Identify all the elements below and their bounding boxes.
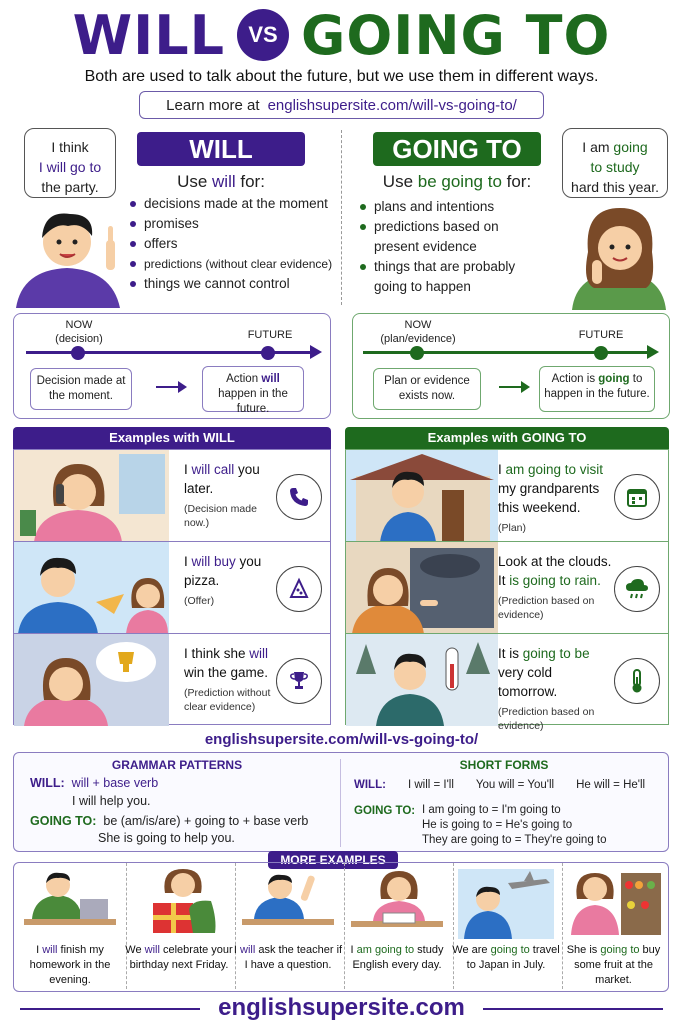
cap-keyword: will: [144, 944, 160, 956]
box-text: to happen in the future.: [544, 373, 650, 400]
example-text: [184, 460, 274, 530]
going-timeline: [352, 313, 670, 419]
cap-text: ask the teacher if I have a question.: [244, 944, 343, 971]
grammar-will: [30, 775, 158, 791]
bubble-keyword: going: [613, 139, 648, 155]
grammar-going-example: She is going to help you.: [98, 831, 235, 845]
more-example-caption: [123, 943, 235, 973]
more-examples-title: MORE EXAMPLES: [268, 851, 398, 869]
list-item: things we cannot control: [130, 274, 340, 294]
cap-keyword: going to: [600, 944, 640, 956]
cap-text: finish my homework in the evening.: [29, 944, 111, 986]
arrow-icon: [499, 386, 523, 388]
bubble-line: to study: [590, 159, 640, 175]
short-forms-going-label: [354, 803, 415, 819]
list-item: things that are probably going to happen: [360, 257, 525, 297]
cap-text: I: [36, 944, 43, 956]
girl-thinking-illustration: [566, 202, 672, 310]
ex-note: (Prediction without clear evidence): [184, 687, 271, 713]
more-example-caption: [559, 943, 668, 988]
grammar-will-example: I will help you.: [72, 794, 151, 808]
arrow-icon: [156, 386, 180, 388]
boy-raising-hand-illustration: [240, 869, 336, 939]
future-dot: [261, 346, 275, 360]
trophy-icon: [276, 658, 322, 704]
now-sub: (plan/evidence): [380, 333, 456, 345]
short-form: He is going to = He's going to: [422, 819, 573, 831]
boy-pointing-illustration: [12, 200, 132, 308]
ex-pre: I think she: [184, 646, 250, 661]
more-example-caption: [450, 943, 562, 973]
ex-highlight: will buy: [191, 554, 236, 569]
use-keyword: will: [212, 172, 236, 191]
will-examples-header: Examples with WILL: [13, 427, 331, 449]
girl-on-phone-illustration: [14, 450, 169, 541]
title-going-to: GOING TO: [301, 3, 611, 67]
short-form: I will = I'll: [407, 779, 454, 791]
more-example-item: [341, 863, 454, 989]
more-example-caption: [341, 943, 453, 973]
going-to-badge: GOING TO: [373, 132, 541, 166]
list-item: decisions made at the moment: [130, 194, 340, 214]
now-sub: (decision): [55, 333, 103, 345]
short-form: They are going to = They're going to: [422, 834, 607, 846]
ex-post: win the game.: [184, 665, 269, 680]
ex-note: (Plan): [498, 522, 527, 534]
bubble-line: I think: [51, 139, 89, 155]
grammar-box: [13, 752, 669, 852]
calendar-icon: [614, 474, 660, 520]
short-forms-will: [354, 777, 645, 793]
use-text: Use: [177, 172, 213, 191]
short-form: You will = You'll: [475, 779, 555, 791]
cap-text: I: [233, 944, 240, 956]
will-examples-card: [13, 449, 331, 725]
now-dot: [410, 346, 424, 360]
list-item: offers: [130, 234, 340, 254]
ex-post: you later.: [184, 462, 260, 496]
example-text: [498, 552, 613, 622]
example-row: [14, 634, 330, 726]
future-label: FUTURE: [247, 329, 293, 341]
ex-pre: It is: [498, 646, 523, 661]
ex-note: (Prediction based on evidence): [498, 595, 595, 621]
arrow-tip: [178, 381, 187, 393]
bubble-line: the party.: [41, 179, 99, 195]
girl-with-gift-illustration: [131, 869, 227, 939]
more-example-item: [14, 863, 127, 989]
cap-keyword: going to: [490, 944, 530, 956]
will-timeline: [13, 313, 331, 419]
example-row: [346, 542, 668, 634]
cap-keyword: am going to: [356, 944, 415, 956]
arrow-head-icon: [647, 345, 659, 359]
box-keyword: going: [598, 373, 630, 385]
example-text: [498, 460, 613, 535]
cap-text: buy some fruit at the market.: [574, 944, 661, 986]
now-label: [375, 318, 461, 346]
grammar-going: [30, 813, 308, 829]
use-text: Use: [382, 172, 418, 191]
use-text: for:: [501, 172, 532, 191]
pizza-icon: [276, 566, 322, 612]
cap-text: travel to Japan in July.: [466, 944, 560, 971]
boy-offering-pizza-illustration: [14, 542, 169, 633]
action-box: [539, 366, 655, 412]
ex-pre: Look at the clouds. It: [498, 554, 612, 588]
now-dot: [71, 346, 85, 360]
ex-post: very cold tomorrow.: [498, 665, 558, 699]
future-label: FUTURE: [578, 329, 624, 341]
mid-url-link[interactable]: englishsupersite.com/will-vs-going-to/: [204, 731, 479, 748]
going-examples-header: Examples with GOING TO: [345, 427, 669, 449]
box-text: Action is: [551, 373, 599, 385]
vs-badge: VS: [237, 9, 289, 61]
column-divider: [341, 130, 342, 305]
cap-text: celebrate your birthday next Friday.: [129, 944, 233, 971]
grammar-will-formula: will + base verb: [71, 776, 159, 790]
ex-highlight: is going to rain.: [509, 573, 601, 588]
ex-highlight: will: [249, 646, 269, 661]
grammar-divider: [340, 759, 341, 847]
bubble-line: I will go to: [38, 159, 102, 175]
cap-text: We: [125, 944, 145, 956]
bubble-line: [569, 137, 661, 157]
going-examples-card: [345, 449, 669, 732]
list-item: promises: [130, 214, 340, 234]
ex-post: you pizza.: [184, 554, 262, 588]
list-item: predictions (without clear evidence): [130, 254, 340, 274]
example-text: [184, 644, 274, 714]
more-example-item: [232, 863, 345, 989]
title-will: WILL: [72, 3, 226, 67]
girl-studying-illustration: [349, 869, 445, 939]
example-row: [346, 450, 668, 542]
grammar-will-label: WILL:: [30, 776, 65, 790]
future-dot: [594, 346, 608, 360]
girl-buying-fruit-illustration: [567, 869, 663, 939]
ex-highlight: am going to visit: [505, 462, 604, 477]
boy-with-backpack-illustration: [346, 450, 501, 541]
box-text: Action: [226, 373, 262, 385]
now-text: NOW: [65, 319, 93, 331]
example-row: [14, 450, 330, 542]
example-text: [184, 552, 274, 608]
ex-note: (Offer): [184, 595, 215, 607]
boy-in-cold-illustration: [346, 634, 501, 726]
arrow-tip: [521, 381, 530, 393]
learn-more-prefix: Learn more at: [166, 96, 260, 114]
short-forms-title: SHORT FORMS: [459, 758, 549, 772]
bubble-text: I am: [582, 139, 614, 155]
ex-note: (Decision made now.): [184, 503, 257, 529]
arrow-head-icon: [310, 345, 322, 359]
cap-text: I: [350, 944, 357, 956]
box-keyword: will: [261, 373, 280, 385]
going-uses-list: [360, 197, 525, 297]
ex-post: my grandparents this weekend.: [498, 481, 600, 515]
short-will-label: WILL:: [354, 779, 386, 791]
list-item: plans and intentions: [360, 197, 525, 217]
will-use-label: [137, 172, 305, 192]
rain-cloud-icon: [614, 566, 660, 612]
will-badge: WILL: [137, 132, 305, 166]
box-text: happen in the future.: [218, 388, 288, 415]
ex-pre: I: [184, 554, 192, 569]
ex-highlight: going to be: [522, 646, 590, 661]
going-use-label: [362, 172, 552, 192]
grammar-title: GRAMMAR PATTERNS: [111, 758, 243, 772]
cap-keyword: will: [240, 944, 256, 956]
will-uses-list: [130, 194, 340, 294]
more-example-caption: [232, 943, 344, 973]
more-example-item: [123, 863, 236, 989]
phone-icon: [276, 474, 322, 520]
boy-watching-plane-illustration: [458, 869, 554, 939]
girl-dreaming-trophy-illustration: [14, 634, 169, 726]
now-text: NOW: [404, 319, 432, 331]
example-row: [14, 542, 330, 634]
more-example-item: [559, 863, 668, 989]
cap-text: She is: [566, 944, 601, 956]
ex-highlight: will call: [191, 462, 235, 477]
more-example-caption: [14, 943, 126, 988]
cap-text: study English every day.: [352, 944, 444, 971]
example-row: [346, 634, 668, 732]
short-form: He will = He'll: [576, 779, 646, 791]
bubble-line: hard this year.: [571, 179, 659, 195]
footer-link[interactable]: englishsupersite.com: [218, 994, 465, 1021]
girl-looking-at-clouds-illustration: [346, 542, 501, 633]
action-box: [202, 366, 304, 415]
use-text: for:: [235, 172, 265, 191]
learn-more-box[interactable]: [139, 91, 544, 119]
short-form: I am going to = I'm going to: [422, 804, 561, 816]
learn-more-link[interactable]: englishsupersite.com/will-vs-going-to/: [267, 96, 517, 114]
example-text: [498, 644, 613, 733]
thermometer-icon: [614, 658, 660, 704]
grammar-going-formula: be (am/is/are) + going to + base verb: [103, 814, 309, 828]
list-item: predictions based on present evidence: [360, 217, 525, 257]
will-speech-bubble: [24, 128, 116, 198]
subtitle: Both are used to talk about the future, but we use them in different ways.: [84, 68, 599, 85]
more-example-item: [450, 863, 563, 989]
short-going-label: GOING TO:: [354, 805, 416, 817]
ex-pre: I: [184, 462, 192, 477]
ex-note: (Prediction based on evidence): [498, 706, 595, 732]
ex-pre: I: [498, 462, 506, 477]
cap-text: We are: [452, 944, 491, 956]
cap-keyword: will: [42, 944, 58, 956]
decision-box: Decision made at the moment.: [30, 368, 132, 410]
grammar-going-label: GOING TO:: [30, 814, 97, 828]
going-speech-bubble: [562, 128, 668, 198]
plan-box: Plan or evidence exists now.: [373, 368, 481, 410]
page-title: [0, 2, 683, 68]
use-keyword: be going to: [417, 172, 502, 191]
now-label: [54, 318, 104, 346]
short-forms-going: [422, 803, 607, 848]
boy-with-laptop-illustration: [22, 869, 118, 939]
more-examples-box: [13, 862, 669, 992]
